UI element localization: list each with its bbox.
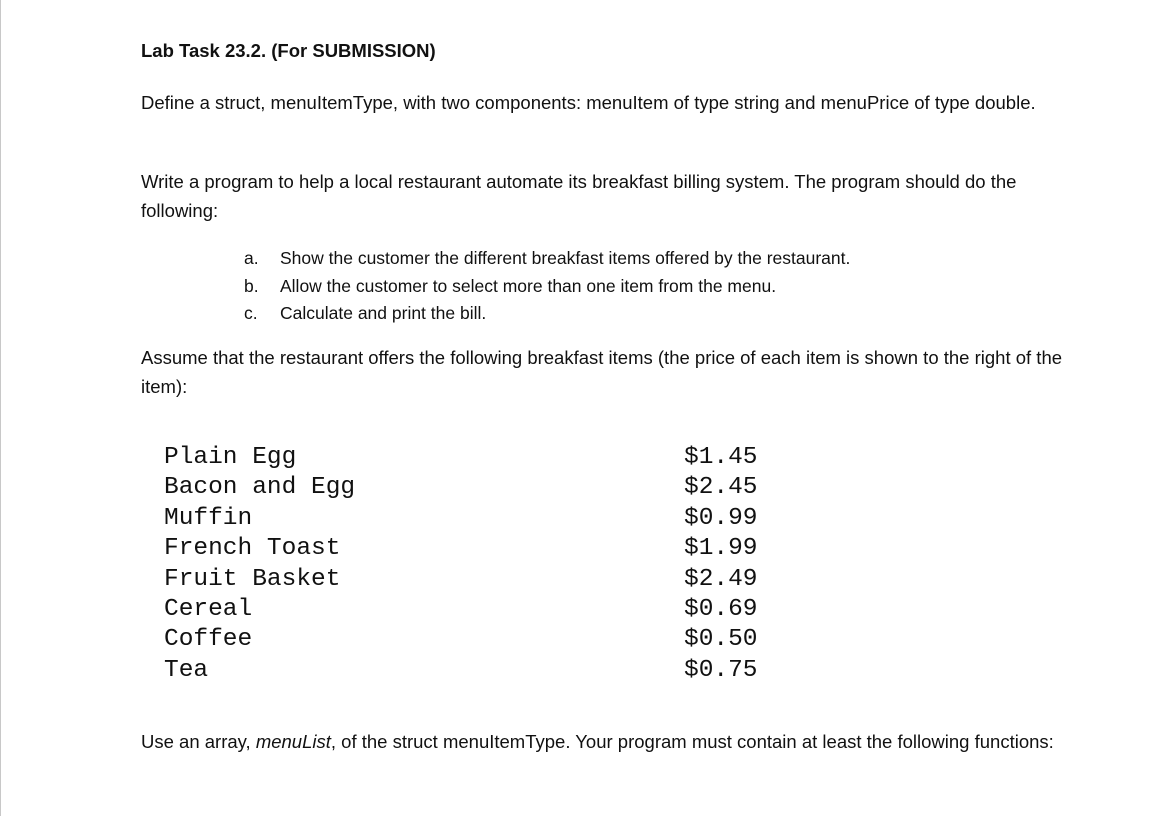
menu-item-name: Coffee — [164, 626, 253, 654]
menu-item-price: $1.45 — [684, 444, 758, 471]
menu-row — [164, 443, 784, 473]
menu-item-name: Muffin — [164, 504, 253, 532]
list-item — [244, 245, 850, 273]
program-description-paragraph: Write a program to help a local restaurant automate its breakfast billing system. The program should do the following: — [141, 171, 1017, 221]
menu-row — [164, 534, 784, 564]
menu-item-name: French Toast — [164, 535, 341, 563]
menu-item-price: $2.49 — [684, 565, 758, 593]
list-marker: c. — [244, 303, 258, 323]
menu-item-name: Fruit Basket — [164, 565, 341, 593]
list-item-text: Allow the customer to select more than one item from the menu. — [280, 275, 777, 296]
requirements-list — [244, 245, 850, 328]
menu-item-price: $0.69 — [684, 595, 758, 623]
menu-row — [164, 504, 784, 534]
array-requirement-paragraph — [141, 727, 1071, 756]
menu-item-name: Cereal — [164, 595, 253, 623]
task-heading: Lab Task 23.2. (For SUBMISSION) — [141, 40, 436, 61]
menu-row — [164, 656, 784, 686]
list-item-text: Calculate and print the bill. — [280, 303, 487, 323]
menu-item-name: Tea — [164, 656, 209, 684]
menu-row — [164, 595, 784, 625]
menu-item-price: $0.99 — [684, 504, 758, 532]
struct-definition-paragraph: Define a struct, menuItemType, with two components: menuItem of type string and menuPrice of type double. — [141, 92, 1036, 113]
menu-item-price: $1.99 — [684, 535, 758, 563]
list-item — [244, 273, 850, 301]
array-text-after: , of the struct menuItemType. Your program must contain at least the following functions: — [330, 731, 1054, 752]
breakfast-menu — [164, 443, 784, 686]
menu-item-price: $0.75 — [684, 656, 758, 684]
menu-row — [164, 625, 784, 655]
menu-item-name: Bacon and Egg — [164, 474, 356, 502]
menu-item-price: $2.45 — [684, 474, 758, 502]
menu-intro-paragraph: Assume that the restaurant offers the following breakfast items (the price of each item is shown to the right of the item): — [141, 347, 1063, 397]
menu-item-price: $0.50 — [684, 626, 758, 654]
menu-item-name: Plain Egg — [164, 444, 297, 471]
menu-row — [164, 565, 784, 595]
list-item-text: Show the customer the different breakfast items offered by the restaurant. — [280, 248, 851, 268]
list-item — [244, 300, 850, 328]
list-marker: b. — [244, 275, 259, 296]
array-name-emphasis: menuList — [255, 731, 331, 752]
list-marker: a. — [244, 248, 259, 268]
array-text-before: Use an array, — [141, 731, 256, 752]
menu-row — [164, 473, 784, 503]
